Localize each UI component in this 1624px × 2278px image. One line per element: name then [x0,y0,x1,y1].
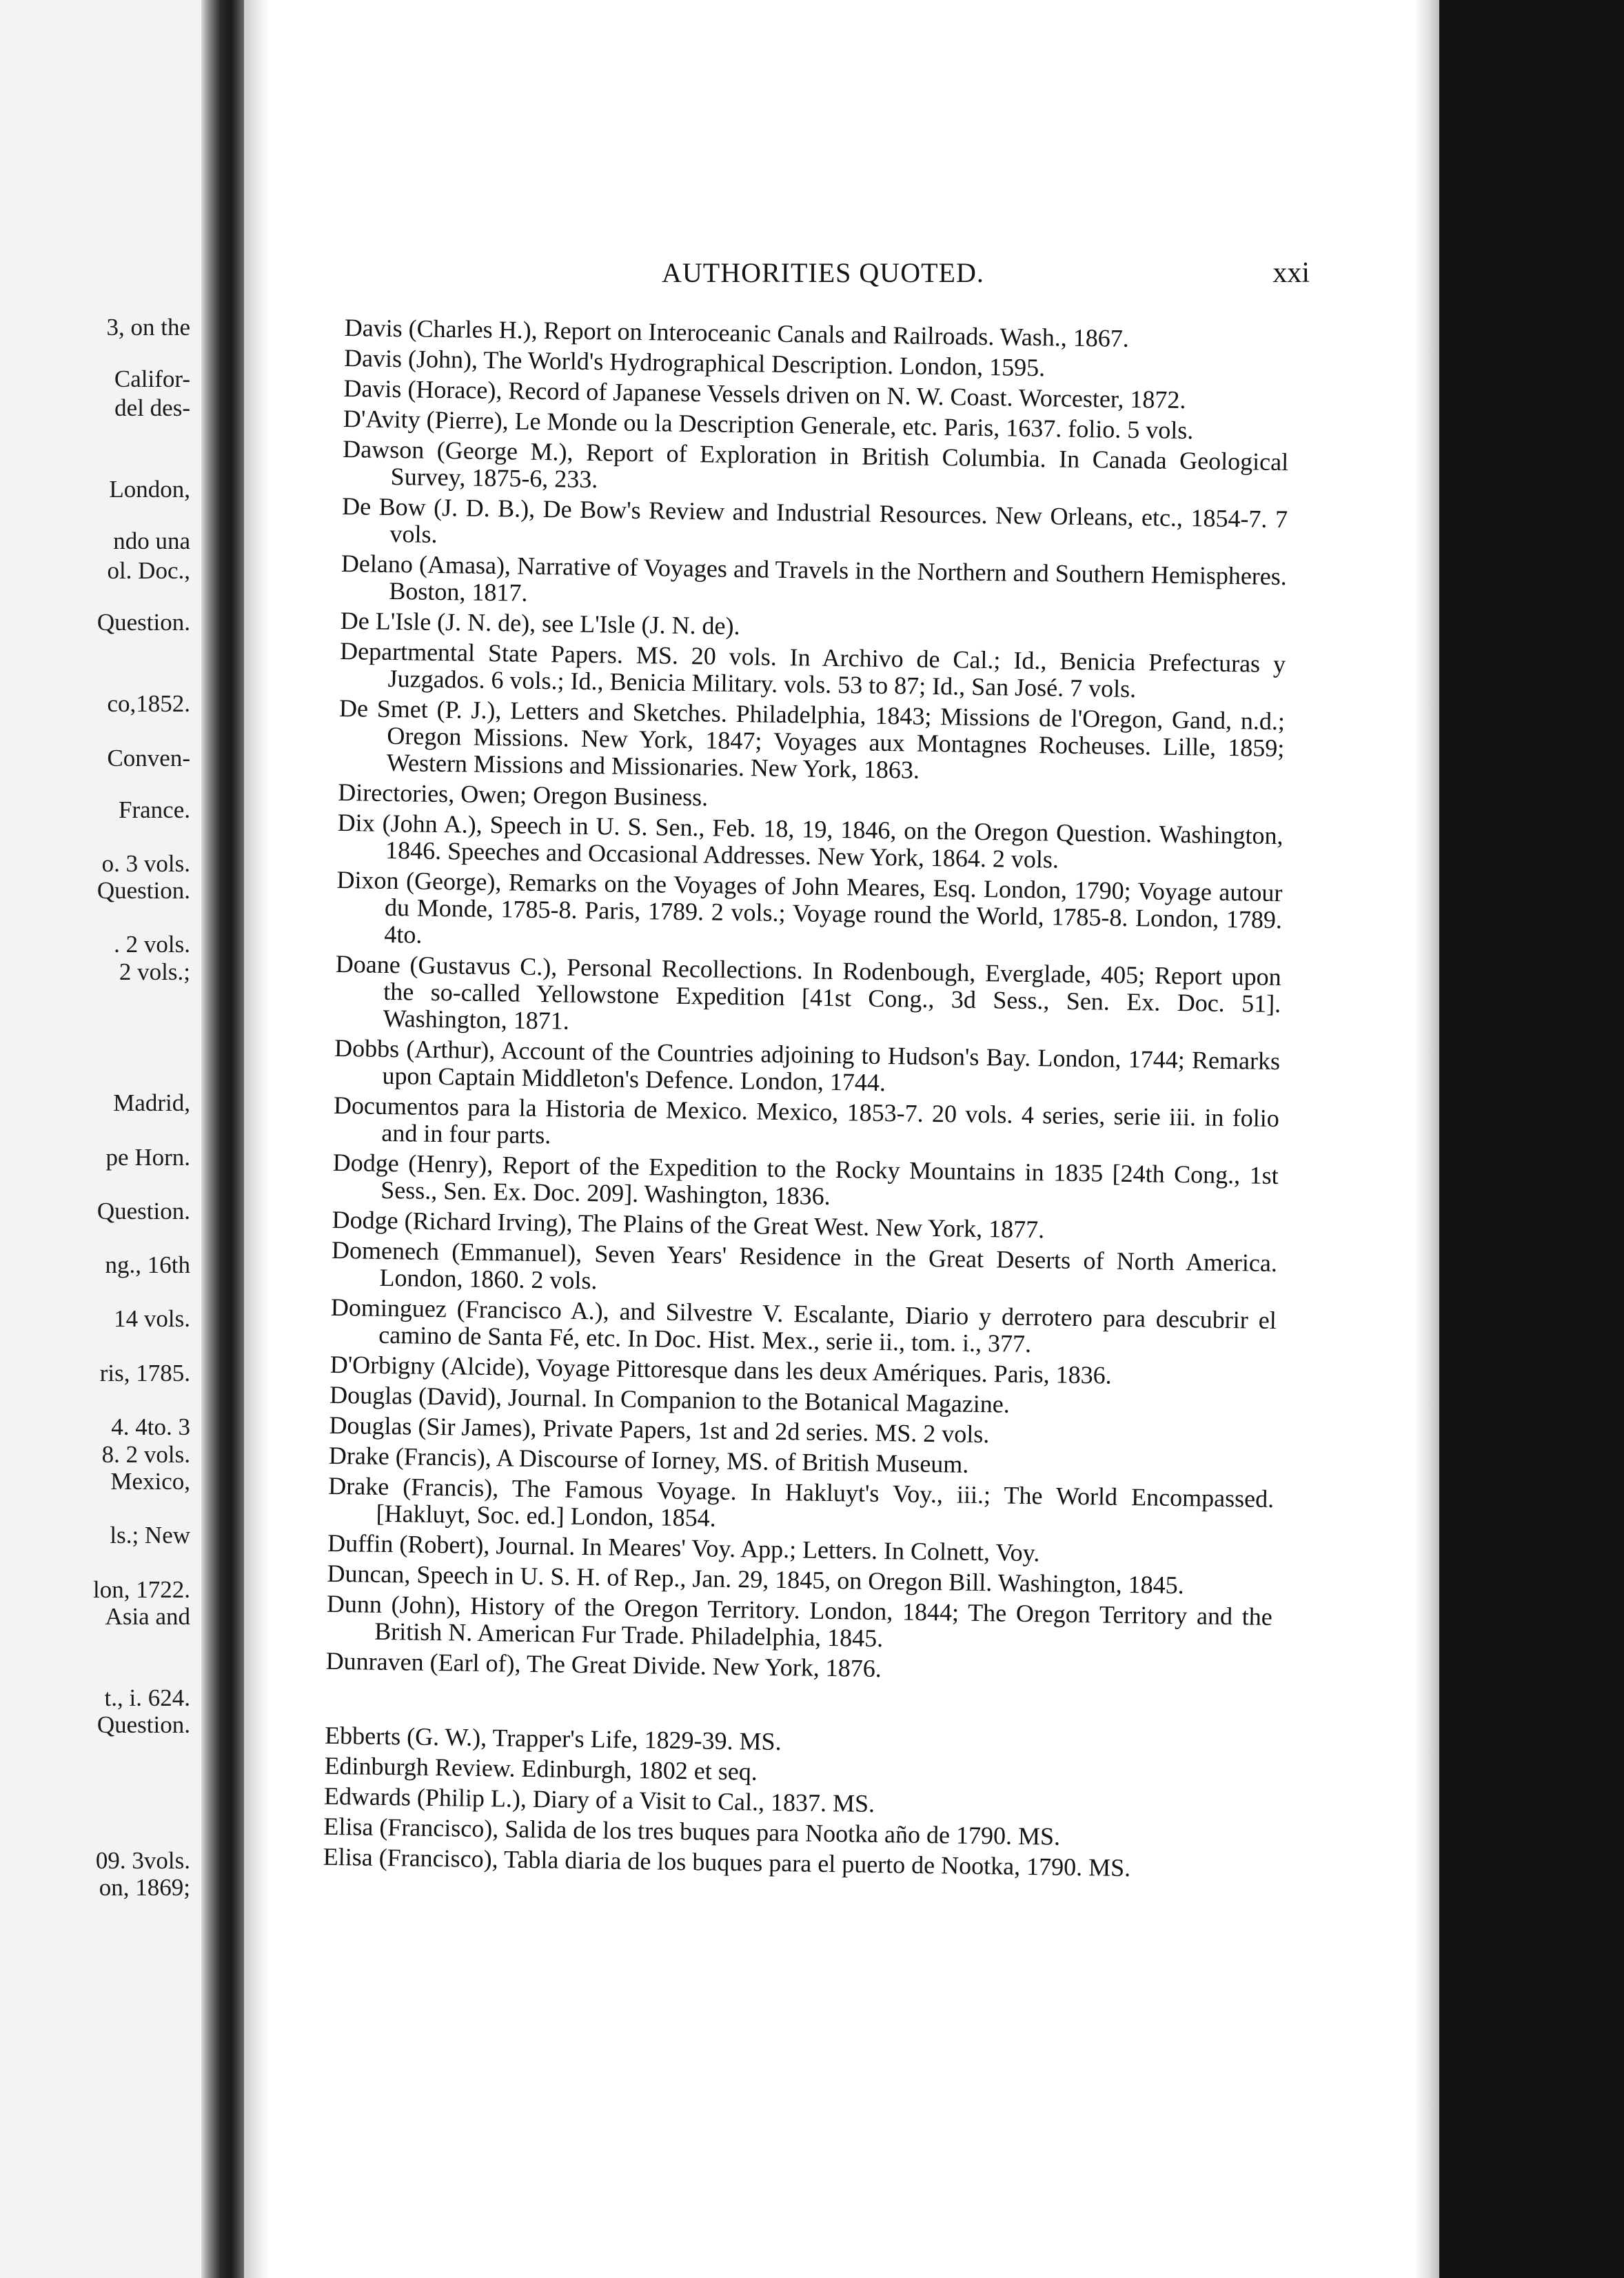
bibliography-entry: D'Avity (Pierre), Le Monde ou la Description Generale, etc. Paris, 1637. folio. 5 vols. [343,404,1194,445]
left-page-fragment: ris, 1785. [99,1360,190,1387]
left-page-fragment: Question. [97,1198,190,1224]
bibliography-entry: Douglas (David), Journal. In Companion to the Botanical Magazine. [329,1380,1011,1418]
bibliography-entry: Elisa (Francisco), Salida de los tres buques para Nootka año de 1790. MS. [323,1812,1061,1851]
bibliography-entry: Directories, Owen; Oregon Business. [338,778,709,812]
bibliography-entry: Doane (Gustavus C.), Personal Recollections. In Rodenbough, Everglade, 405; Report upon the so-called Yellowstone Expedition [41st Cong., 3d Sess., Sen. Ex. Doc. 51]. Washington, 1871. [335,949,1281,1035]
bibliography-entry: Domenech (Emmanuel), Seven Years' Residence in the Great Deserts of North America. London, 1860. 2 vols. [331,1236,1278,1295]
bibliography-entry: Douglas (Sir James), Private Papers, 1st and 2d series. MS. 2 vols. [329,1411,990,1449]
scan-border [1439,0,1624,2278]
left-page-fragment: Conven- [107,745,190,772]
left-page-fragment: Mexico, [110,1468,190,1495]
bibliography-entry: Dominguez (Francisco A.), and Silvestre V. Escalante, Diario y derrotero para descubrir el camino de Santa Fé, etc. In Doc. Hist. Mex., serie ii., tom. i., 377. [330,1293,1277,1358]
left-page-fragment: o. 3 vols. [101,850,190,877]
bibliography-entry: Elisa (Francisco), Tabla diaria de los buques para el puerto de Nootka, 1790. MS. [323,1842,1131,1882]
left-page-fragment: 3, on the [106,314,190,341]
bibliography-entry: Dixon (George), Remarks on the Voyages of John Meares, Esq. London, 1790; Voyage autour du Monde, 1785-8. Paris, 1789. 2 vols.; Voyage round the World, 1785-8. London, 1789. 4to. [336,865,1283,949]
bibliography-entry: Duncan, Speech in U. S. H. of Rep., Jan. 29, 1845, on Oregon Bill. Washington, 1845. [327,1559,1184,1600]
bibliography-entry: Delano (Amasa), Narrative of Voyages and Travels in the Northern and Southern Hemispheres. Boston, 1817. [341,549,1288,607]
left-page-fragment: Califor- [114,365,190,392]
bibliography-entry: Dodge (Richard Irving), The Plains of the Great West. New York, 1877. [332,1205,1045,1244]
bibliography-list [323,314,1290,1887]
left-page-fragment: ng., 16th [105,1251,190,1278]
left-page-fragment: Question. [97,1711,190,1738]
bibliography-entry: D'Orbigny (Alcide), Voyage Pittoresque dans les deux Amériques. Paris, 1836. [329,1350,1112,1389]
left-page-fragment: Asia and [105,1603,190,1630]
bibliography-entry: Dunn (John), History of the Oregon Territory. London, 1844; The Oregon Territory and the British N. American Fur Trade. Philadelphia, 1845. [326,1589,1273,1653]
left-page-fragment: ndo una [113,527,190,554]
bibliography-entry: De Smet (P. J.), Letters and Sketches. Philadelphia, 1843; Missions de l'Oregon, Gand, n.d.; Oregon Missions. New York, 1847; Voyages aux Montagnes Rocheuses. Lille, 1859; Western Missions and Missionaries. New York, 1863. [338,694,1286,784]
left-page-fragment: on, 1869; [99,1874,190,1901]
bibliography-entry: Dunraven (Earl of), The Great Divide. New York, 1876. [325,1646,882,1683]
page-header [358,256,1310,291]
left-page-fragment: pe Horn. [105,1144,190,1171]
left-page-fragment: 8. 2 vols. [101,1441,190,1468]
bibliography-entry: Drake (Francis), A Discourse of Iorney, MS. of British Museum. [328,1441,969,1478]
right-edge-shadow [1414,0,1439,2278]
left-page-fragment: London, [109,476,190,503]
left-page-fragment: Madrid, [113,1089,190,1116]
bibliography-entry: Documentos para la Historia de Mexico. Mexico, 1853-7. 20 vols. 4 series, serie iii. in folio and in four parts. [333,1091,1280,1149]
running-title: AUTHORITIES QUOTED. [662,257,984,288]
bibliography-entry: De L'Isle (J. N. de), see L'Isle (J. N. de). [340,606,740,641]
bibliography-entry: Dix (John A.), Speech in U. S. Sen., Feb. 18, 19, 1846, on the Oregon Question. Washington, 1846. Speeches and Occasional Addresses. New York, 1864. 2 vols. [337,808,1283,874]
left-page-fragment: lon, 1722. [93,1576,190,1603]
gutter-shadow [244,0,269,2278]
left-page-fragment: Question. [97,877,190,904]
bibliography-entry: Edwards (Philip L.), Diary of a Visit to Cal., 1837. MS. [323,1782,875,1817]
bibliography-entry: Dobbs (Arthur), Account of the Countries adjoining to Hudson's Bay. London, 1744; Remarks upon Captain Middleton's Defence. London, 1744. [334,1034,1281,1097]
bibliography-entry: Davis (John), The World's Hydrographical Description. London, 1595. [343,343,1046,382]
left-page-fragment: ol. Doc., [107,557,190,584]
left-page-fragment: 2 vols.; [119,958,190,985]
bibliography-entry: Departmental State Papers. MS. 20 vols. In Archivo de Cal.; Id., Benicia Prefecturas y Juzgados. 6 vols.; Id., Benicia Military. vols. 53 to 87; Id., San José. 7 vols. [339,636,1286,703]
left-page-fragment: France. [119,796,190,823]
bibliography-entry: Duffin (Robert), Journal. In Meares' Voy. App.; Letters. In Colnett, Voy. [327,1529,1040,1567]
bibliography-entry: Ebberts (G. W.), Trapper's Life, 1829-39. MS. [324,1721,782,1756]
book-gutter [201,0,244,2278]
left-page-fragment: . 2 vols. [114,931,190,958]
left-page-fragment: 09. 3vols. [95,1847,190,1874]
bibliography-entry: Dawson (George M.), Report of Exploration in British Columbia. In Canada Geological Survey, 1875-6, 233. [342,434,1289,494]
bibliography-entry: Davis (Horace), Record of Japanese Vessels driven on N. W. Coast. Worcester, 1872. [343,374,1186,414]
left-page-fragment: 4. 4to. 3 [111,1413,190,1440]
page-number: xxi [1272,257,1310,289]
bibliography-entry: Dodge (Henry), Report of the Expedition to the Rocky Mountains in 1835 [24th Cong., 1st Sess., Sen. Ex. Doc. 209]. Washington, 1836. [332,1148,1279,1210]
bibliography-entry: Drake (Francis), The Famous Voyage. In Hakluyt's Voy., iii.; The World Encompassed. [Hakluyt, Soc. ed.] London, 1854. [327,1471,1275,1532]
left-page-fragment: t., i. 624. [104,1684,190,1711]
left-page-fragment: co,1852. [107,690,190,717]
left-page-fragment: ls.; New [110,1522,190,1549]
left-page-fragment: 14 vols. [114,1305,190,1332]
bibliography-entry: Davis (Charles H.), Report on Interoceanic Canals and Railroads. Wash., 1867. [344,314,1130,352]
bibliography-entry: Edinburgh Review. Edinburgh, 1802 et seq. [324,1751,758,1786]
left-page-fragment: del des- [114,394,190,421]
bibliography-entry: De Bow (J. D. B.), De Bow's Review and Industrial Resources. New Orleans, etc., 1854-7. 7 vols. [341,492,1288,548]
left-page-edge [0,0,201,2278]
left-page-fragment: Question. [97,609,190,636]
